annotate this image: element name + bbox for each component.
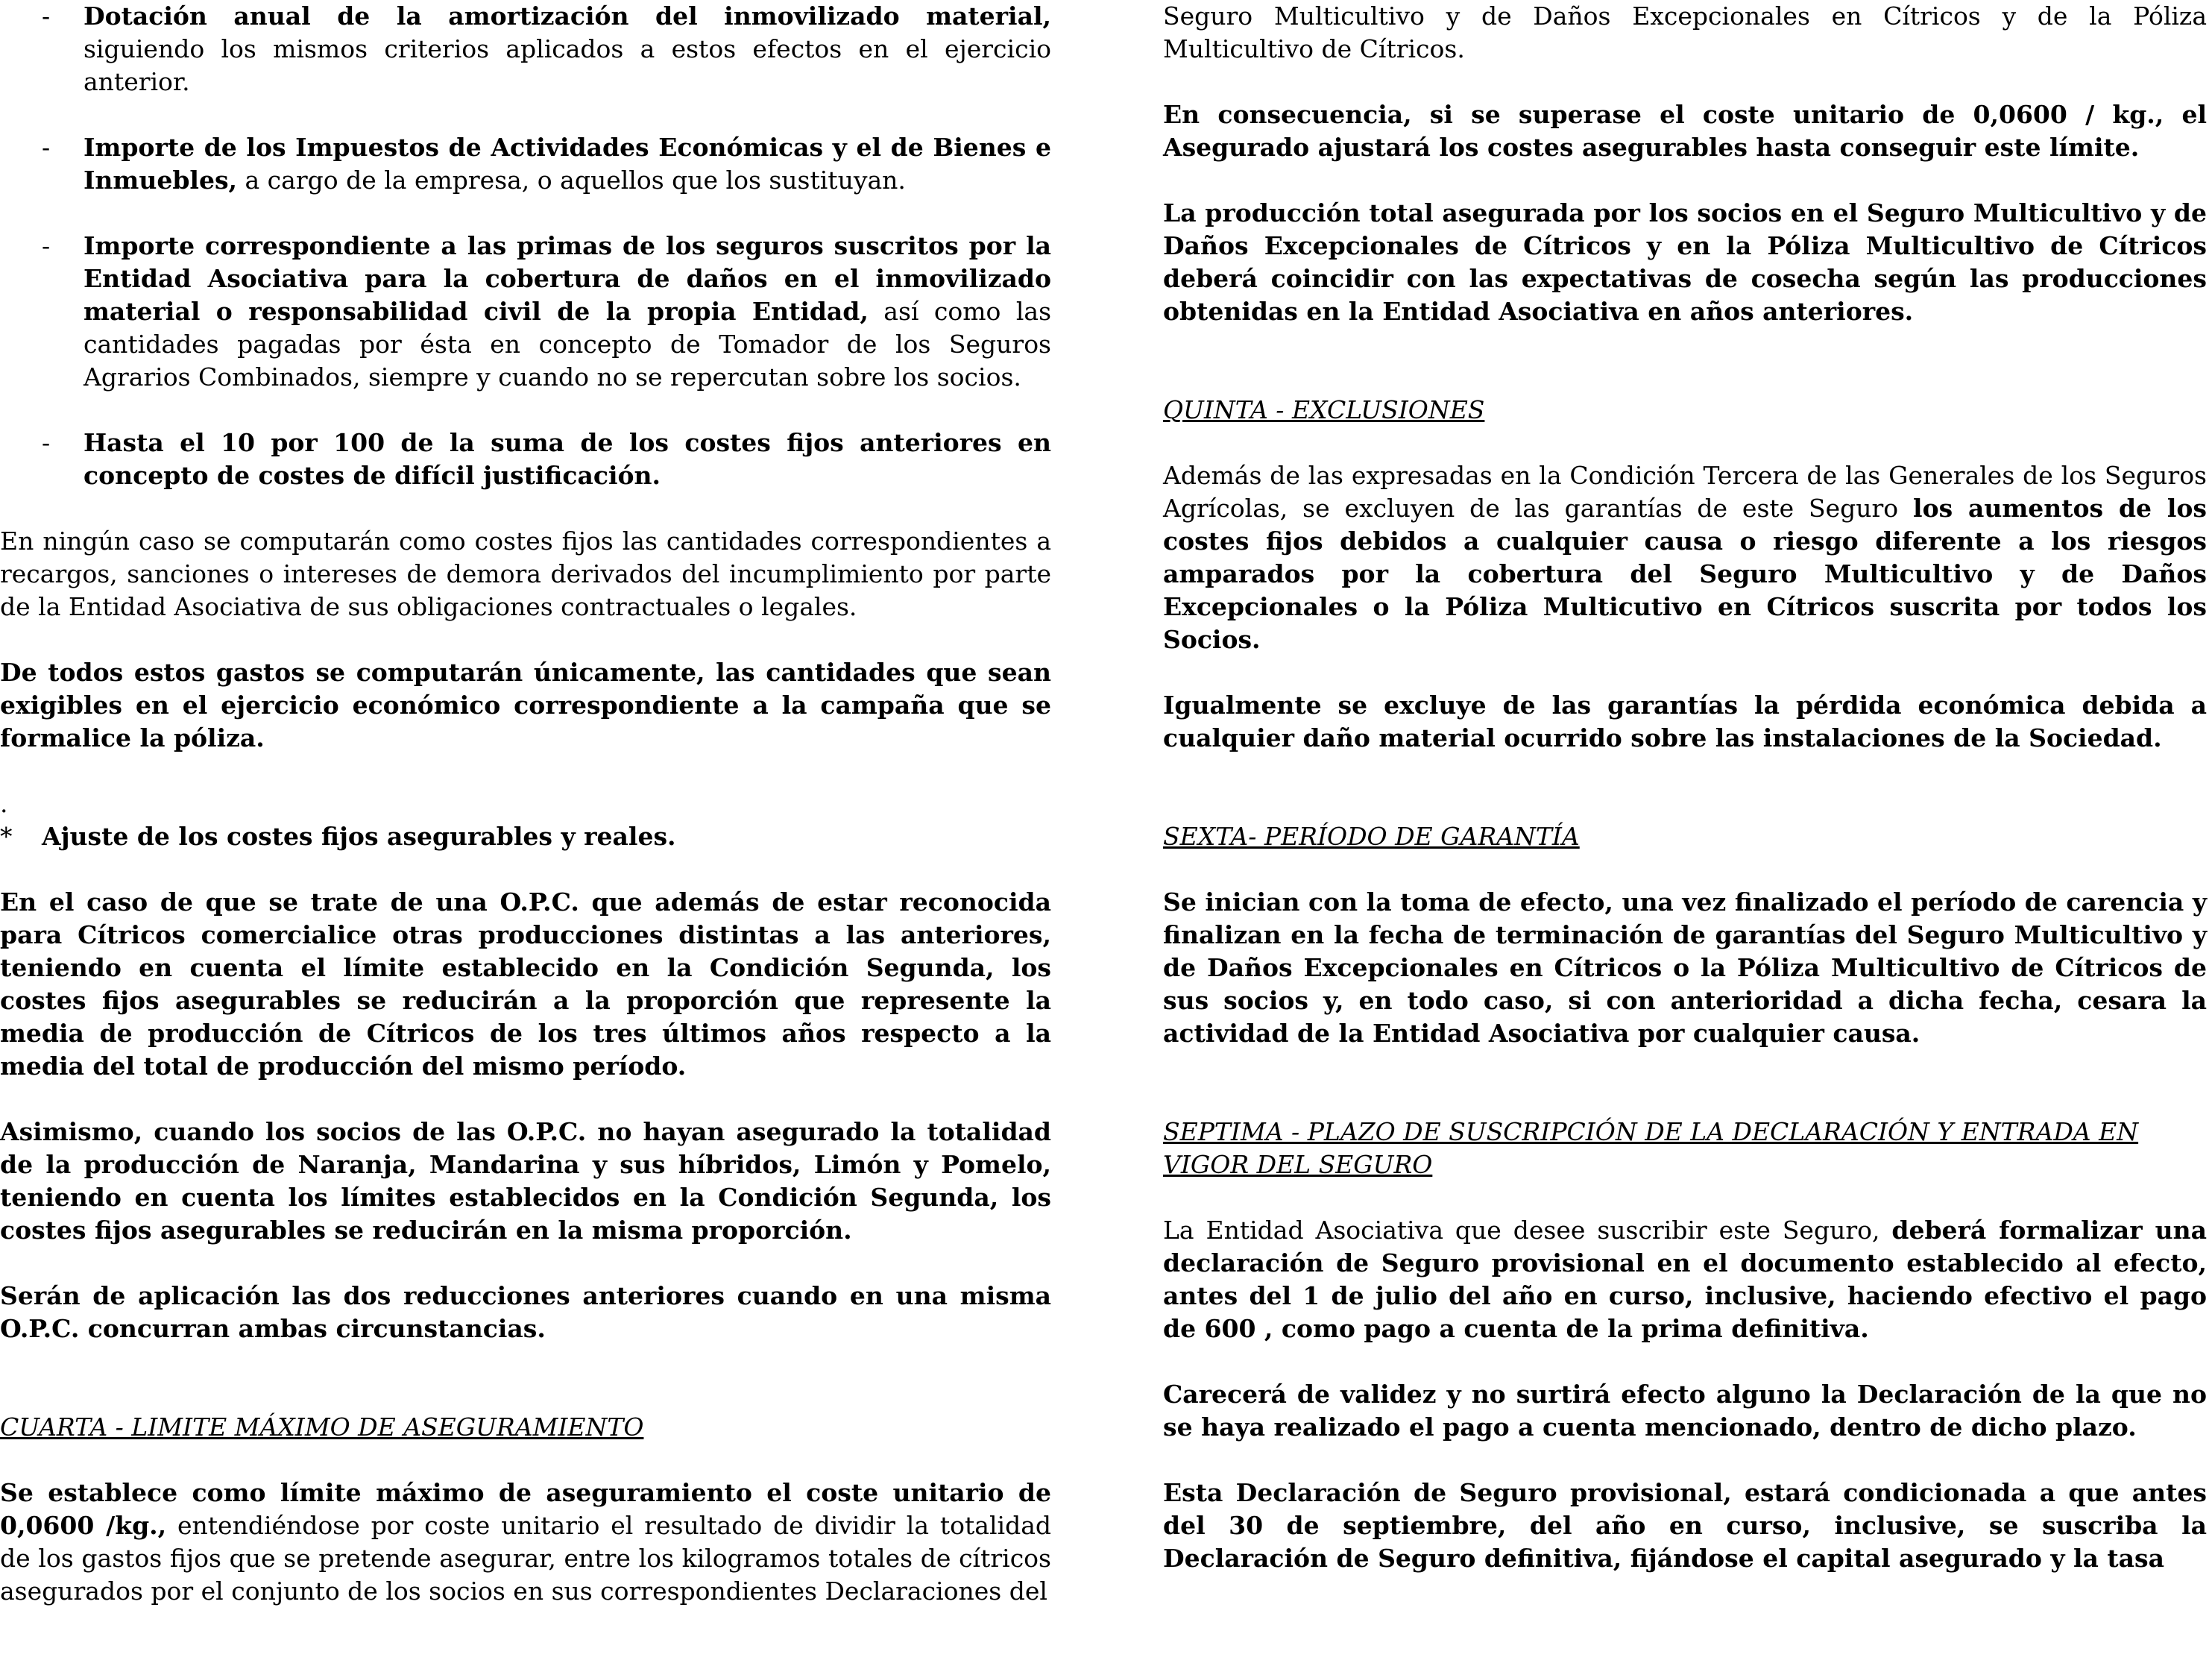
bullet-item xyxy=(0,230,1051,394)
section-heading-quinta: QUINTA - EXCLUSIONES xyxy=(1163,395,1485,424)
asterisk-mark: * xyxy=(0,822,13,851)
section-heading-sexta: SEXTA- PERÍODO DE GARANTÍA xyxy=(1163,822,1580,851)
subheading-ajuste xyxy=(0,820,1051,853)
section-heading-septima: SEPTIMA - PLAZO DE SUSCRIPCIÓN DE LA DECLARACIÓN Y ENTRADA EN VIGOR DEL SEGURO xyxy=(1163,1117,2139,1179)
paragraph-ademas xyxy=(1163,459,2207,656)
paragraph-todos-gastos: De todos estos gastos se computarán únicamente, las cantidades que sean exigibles en el ejercicio económico correspondiente a la campaña que se formalice la póliza. xyxy=(0,658,1051,752)
left-column xyxy=(0,0,1051,1608)
paragraph-carecera: Carecerá de validez y no surtirá efecto alguno la Declaración de la que no se haya realizado el pago a cuenta mencionado, dentro de dicho plazo. xyxy=(1163,1380,2207,1442)
bullet-mark: - xyxy=(42,231,51,260)
paragraph-ademas-normal: Además de las expresadas en la Condición Tercera de las Generales de los Seguros Agrícolas, se excluyen de las garantías de este Seguro xyxy=(1163,461,2207,523)
bullet-item xyxy=(0,0,1051,98)
paragraph-seran: Serán de aplicación las dos reducciones anteriores cuando en una misma O.P.C. concurran ambas circunstancias. xyxy=(0,1281,1051,1343)
paragraph-establece-bold: Se establece como límite máximo de aseguramiento el coste unitario de 0,0600 /kg., xyxy=(0,1478,1051,1540)
bullet-normal-text: siguiendo los mismos criterios aplicados a estos efectos en el ejercicio anterior. xyxy=(83,34,1051,96)
bullet-bold-text: Importe de los Impuestos de Actividades Económicas y el de Bienes e Inmuebles, xyxy=(83,133,1051,195)
paragraph-continuation: Seguro Multicultivo y de Daños Excepcionales en Cítricos y de la Póliza Multicultivo de Cítricos. xyxy=(1163,1,2207,63)
paragraph-ningun-caso: En ningún caso se computarán como costes fijos las cantidades correspondientes a recargos, sanciones o intereses de demora derivados del incumplimiento por parte de la Entidad Asociativa de sus obligaciones contractuales o legales. xyxy=(0,527,1051,621)
paragraph-establece-normal: entendiéndose por coste unitario el resultado de dividir la totalidad de los gastos fijos que se pretende asegurar, entre los kilogramos totales de cítricos asegurados por el conjunto de los socios en sus correspondientes Declaraciones del xyxy=(0,1511,1051,1606)
paragraph-establece xyxy=(0,1477,1051,1608)
paragraph-inician: Se inician con la toma de efecto, una vez finalizado el período de carencia y finalizan en la fecha de terminación de garantías del Seguro Multicultivo y de Daños Excepcionales en Cítricos o la Póliza Multicultivo de Cítricos de sus socios y, en todo caso, si con anterioridad a dicha fecha, cesara la actividad de la Entidad Asociativa por cualquier causa. xyxy=(1163,887,2207,1048)
bullet-item xyxy=(0,427,1051,492)
paragraph-consecuencia: En consecuencia, si se superase el coste unitario de 0,0600 / kg., el Asegurado ajustará los costes asegurables hasta conseguir este límite. xyxy=(1163,100,2207,162)
paragraph-entidad-normal: La Entidad Asociativa que desee suscribir este Seguro, xyxy=(1163,1216,1892,1245)
paragraph-ademas-bold: los aumentos de los costes fijos debidos a cualquier causa o riesgo diferente a los riesgos amparados por la cobertura del Seguro Multicultivo y de Daños Excepcionales o la Póliza Multicutivo en Cítricos suscrita por todos los Socios. xyxy=(1163,494,2207,654)
subheading-ajuste-text: Ajuste de los costes fijos asegurables y reales. xyxy=(42,822,676,851)
paragraph-asimismo: Asimismo, cuando los socios de las O.P.C. no hayan asegurado la totalidad de la producción de Naranja, Mandarina y sus híbridos, Limón y Pomelo, teniendo en cuenta los límites establecidos en la Condición Segunda, los costes fijos asegurables se reducirán en la misma proporción. xyxy=(0,1117,1051,1245)
section-heading-cuarta: CUARTA - LIMITE MÁXIMO DE ASEGURAMIENTO xyxy=(0,1412,644,1442)
bullet-bold-text: Hasta el 10 por 100 de la suma de los costes fijos anteriores en concepto de costes de difícil justificación. xyxy=(83,428,1051,490)
paragraph-igualmente: Igualmente se excluye de las garantías la pérdida económica debida a cualquier daño material ocurrido sobre las instalaciones de la Sociedad. xyxy=(1163,691,2207,752)
paragraph-opc-caso: En el caso de que se trate de una O.P.C. que además de estar reconocida para Cítricos comercialice otras producciones distintas a las anteriores, teniendo en cuenta el límite establecido en la Condición Segunda, los costes fijos asegurables se reducirán a la proporción que represente la media de producción de Cítricos de los tres últimos años respecto a la media del total de producción del mismo período. xyxy=(0,887,1051,1081)
right-column xyxy=(1163,0,2207,1575)
stray-dot: . xyxy=(0,789,8,818)
bullet-normal-text: a cargo de la empresa, o aquellos que los sustituyan. xyxy=(237,166,906,195)
paragraph-entidad-bold: deberá formalizar una declaración de Seguro provisional en el documento establecido al efecto, antes del 1 de julio del año en curso, inclusive, haciendo efectivo el pago de 600 , como pago a cuenta de la prima definitiva. xyxy=(1163,1216,2207,1343)
bullet-item xyxy=(0,131,1051,197)
bullet-mark: - xyxy=(42,428,51,457)
bullet-bold-text: Dotación anual de la amortización del inmovilizado material, xyxy=(83,1,1051,31)
bullet-bold-text: Importe correspondiente a las primas de los seguros suscritos por la Entidad Asociativa para la cobertura de daños en el inmovilizado material o responsabilidad civil de la propia Entidad, xyxy=(83,231,1051,326)
bullet-mark: - xyxy=(42,1,51,31)
paragraph-produccion: La producción total asegurada por los socios en el Seguro Multicultivo y de Daños Excepcionales de Cítricos y en la Póliza Multicultivo de Cítricos deberá coincidir con las expectativas de cosecha según las producciones obtenidas en la Entidad Asociativa en años anteriores. xyxy=(1163,198,2207,326)
paragraph-entidad xyxy=(1163,1214,2207,1345)
paragraph-esta-declaracion: Esta Declaración de Seguro provisional, estará condicionada a que antes del 30 de septiembre, del año en curso, inclusive, se suscriba la Declaración de Seguro definitiva, fijándose el capital asegurado y la tasa xyxy=(1163,1478,2207,1573)
bullet-mark: - xyxy=(42,133,51,162)
bullet-normal-text: así como las cantidades pagadas por ésta en concepto de Tomador de los Seguros Agrarios Combinados, siempre y cuando no se repercutan sobre los socios. xyxy=(83,297,1051,392)
